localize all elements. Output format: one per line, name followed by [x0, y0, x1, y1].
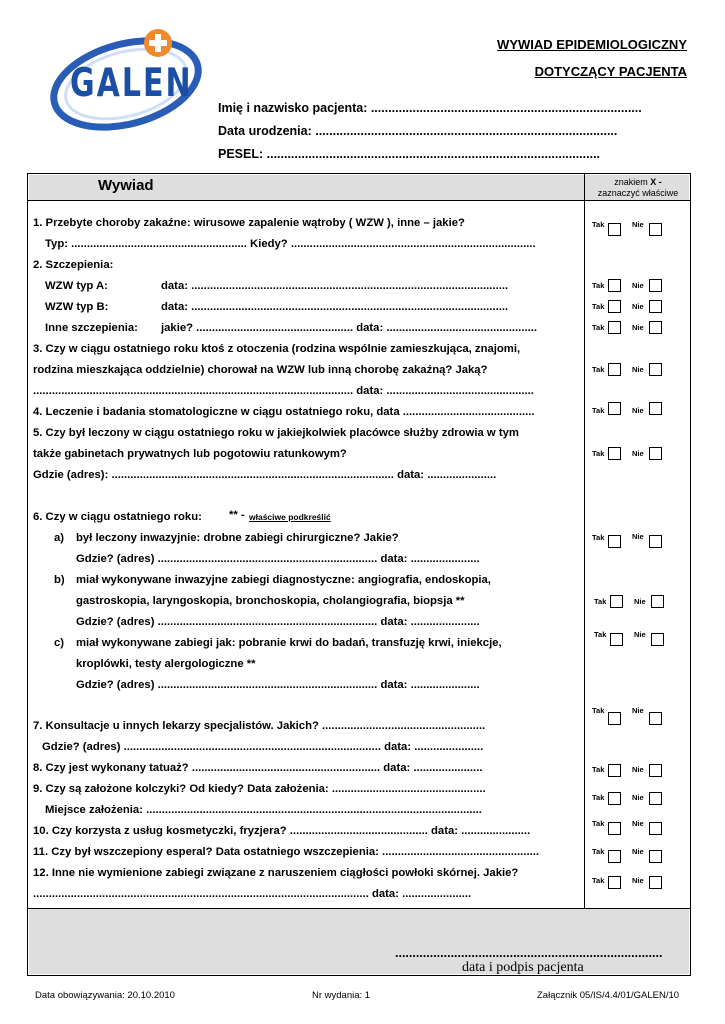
- q6a-address-line[interactable]: Gdzie? (adres) ...................................................................... data: ......................: [76, 553, 480, 565]
- q2-wzw-a-label: WZW typ A:: [45, 280, 108, 292]
- q9-tak-label: Tak: [592, 793, 605, 802]
- q6c-tak-checkbox[interactable]: [610, 633, 623, 646]
- q3-text-1: 3. Czy w ciągu ostatniego roku ktoś z otoczenia (rodzina wspólnie zamieszkująca, znajomi,: [33, 343, 521, 355]
- q5-text-1: 5. Czy był leczony w ciągu ostatniego roku w jakiejkolwiek placówce służby zdrowia w tym: [33, 427, 519, 439]
- q1-answer-pair: [592, 220, 687, 238]
- q12-tak-label: Tak: [592, 876, 605, 885]
- q6a-text: był leczony inwazyjnie: drobne zabiegi chirurgiczne? Jakie?: [76, 532, 399, 544]
- q10-nie-checkbox[interactable]: [649, 822, 662, 835]
- q6a-nie-label: Nie: [632, 532, 644, 541]
- q4-tak-label: Tak: [592, 406, 605, 415]
- q6c-tak-label: Tak: [594, 630, 607, 639]
- table-header-divider: [27, 200, 691, 201]
- q11-answer-pair: [592, 847, 687, 865]
- q4-tak-checkbox[interactable]: [608, 402, 621, 415]
- galen-logo: [36, 26, 216, 136]
- q6b-letter: b): [54, 574, 65, 586]
- q2c-tak-label: Tak: [592, 323, 605, 332]
- q7-address-line[interactable]: Gdzie? (adres) .................................................................................. data: ......................: [42, 741, 484, 753]
- q2a-tak-label: Tak: [592, 281, 605, 290]
- q7-nie-checkbox[interactable]: [649, 712, 662, 725]
- patient-pesel-field[interactable]: PESEL: ................................................................................................: [218, 147, 601, 161]
- q5-address-line[interactable]: Gdzie (adres): .......................................................................................... data: ......................: [33, 469, 497, 481]
- q3-answer-pair: [592, 363, 687, 381]
- header-title-2: DOTYCZĄCY PACJENTA: [534, 64, 687, 79]
- q6b-text-2: gastroskopia, laryngoskopia, bronchoskopia, cholangiografia, biopsja **: [76, 595, 465, 607]
- q2-wzw-b-date[interactable]: data: .....................................................................................................: [161, 301, 509, 313]
- q2a-nie-checkbox[interactable]: [649, 279, 662, 292]
- q7-tak-checkbox[interactable]: [608, 712, 621, 725]
- q2b-answer-pair: [592, 300, 687, 318]
- q6c-text-1: miał wykonywane zabiegi jak: pobranie krwi do badań, transfuzję krwi, iniekcje,: [76, 637, 502, 649]
- signature-label: data i podpis pacjenta: [462, 960, 584, 975]
- q8-tak-checkbox[interactable]: [608, 764, 621, 777]
- q2b-nie-label: Nie: [632, 302, 644, 311]
- q2b-tak-label: Tak: [592, 302, 605, 311]
- table-column-divider: [584, 173, 585, 908]
- q1-nie-checkbox[interactable]: [649, 223, 662, 236]
- q1-type-line[interactable]: Typ: ........................................................ Kiedy? ..............................................................................: [45, 238, 536, 250]
- q2c-tak-checkbox[interactable]: [608, 321, 621, 334]
- q6-note-stars: ** -: [229, 509, 245, 521]
- q12-answer-line[interactable]: ........................................................................................................... data: ......................: [33, 888, 472, 900]
- q7-text[interactable]: 7. Konsultacje u innych lekarzy specjalistów. Jakich? ....................................................: [33, 720, 486, 732]
- q3-tak-label: Tak: [592, 365, 605, 374]
- q6-text: 6. Czy w ciągu ostatniego roku:: [33, 511, 202, 523]
- signature-shade: [29, 909, 689, 974]
- q1-nie-label: Nie: [632, 220, 644, 229]
- q4-nie-label: Nie: [632, 406, 644, 415]
- q6c-nie-checkbox[interactable]: [651, 633, 664, 646]
- q2c-nie-checkbox[interactable]: [649, 321, 662, 334]
- q6c-text-2: kroplówki, testy alergologiczne **: [76, 658, 256, 670]
- q2a-tak-checkbox[interactable]: [608, 279, 621, 292]
- q2-text: 2. Szczepienia:: [33, 259, 114, 271]
- q12-nie-checkbox[interactable]: [649, 876, 662, 889]
- q8-tak-label: Tak: [592, 765, 605, 774]
- q6a-answer-pair: [592, 532, 687, 550]
- q9-text[interactable]: 9. Czy są założone kolczyki? Od kiedy? Data założenia: .................................................: [33, 783, 486, 795]
- q6a-tak-checkbox[interactable]: [608, 535, 621, 548]
- q9-nie-checkbox[interactable]: [649, 792, 662, 805]
- q2-other-details[interactable]: jakie? .................................................. data: ................................................: [161, 322, 538, 334]
- q10-tak-label: Tak: [592, 819, 605, 828]
- q2a-nie-label: Nie: [632, 281, 644, 290]
- q2b-tak-checkbox[interactable]: [608, 300, 621, 313]
- q6b-address-line[interactable]: Gdzie? (adres) ...................................................................... data: ......................: [76, 616, 480, 628]
- q9-tak-checkbox[interactable]: [608, 792, 621, 805]
- q5-answer-pair: [592, 447, 687, 465]
- q8-nie-checkbox[interactable]: [649, 764, 662, 777]
- q7-tak-label: Tak: [592, 706, 605, 715]
- q10-answer-pair: [592, 819, 687, 837]
- q10-nie-label: Nie: [632, 819, 644, 828]
- q6b-nie-label: Nie: [634, 597, 646, 606]
- q2c-answer-pair: [592, 321, 687, 339]
- q1-text: 1. Przebyte choroby zakaźne: wirusowe zapalenie wątroby ( WZW ), inne – jakie?: [33, 217, 465, 229]
- footer-edition: Nr wydania: 1: [312, 990, 371, 1001]
- table-title: Wywiad: [98, 177, 154, 194]
- q3-nie-checkbox[interactable]: [649, 363, 662, 376]
- q1-tak-label: Tak: [592, 220, 605, 229]
- q12-answer-pair: [592, 875, 687, 893]
- column-note-prefix: znakiem: [614, 177, 651, 187]
- q5-nie-checkbox[interactable]: [649, 447, 662, 460]
- footer-validity-date: Data obowiązywania: 20.10.2010: [35, 990, 175, 1001]
- q6a-letter: a): [54, 532, 65, 544]
- q12-text: 12. Inne nie wymienione zabiegi związane z naruszeniem ciągłości powłoki skórnej. Jakie?: [33, 867, 519, 879]
- q11-tak-label: Tak: [592, 847, 605, 856]
- q2-wzw-b-label: WZW typ B:: [45, 301, 109, 313]
- q5-tak-label: Tak: [592, 449, 605, 458]
- q7-answer-pair: [592, 706, 687, 726]
- q6c-letter: c): [54, 637, 65, 649]
- q2-other-label: Inne szczepienia:: [45, 322, 138, 334]
- q8-answer-pair: [592, 763, 687, 781]
- q6c-address-line[interactable]: Gdzie? (adres) ...................................................................... data: ......................: [76, 679, 480, 691]
- signature-line[interactable]: .............................................................................: [395, 946, 663, 960]
- q4-answer-pair: [592, 402, 687, 420]
- q6-note: właściwe podkreślić: [249, 512, 331, 522]
- q5-text-2: także gabinetach prywatnych lub pogotowiu ratunkowym?: [33, 448, 347, 460]
- q6a-nie-checkbox[interactable]: [649, 535, 662, 548]
- q6b-text-1: miał wykonywane inwazyjne zabiegi diagnostyczne: angiografia, endoskopia,: [76, 574, 491, 586]
- q6b-answer-pair: [594, 594, 689, 612]
- patient-name-field[interactable]: Imię i nazwisko pacjenta: ..............................................................................: [218, 101, 642, 115]
- q2c-nie-label: Nie: [632, 323, 644, 332]
- column-note: [586, 177, 690, 199]
- q6c-answer-pair: [594, 630, 689, 648]
- patient-dob-field[interactable]: Data urodzenia: .......................................................................................: [218, 124, 618, 138]
- q3-answer-line[interactable]: ...................................................................................................... data: ...............................................: [33, 385, 534, 397]
- q7-nie-label: Nie: [632, 706, 644, 715]
- column-note-x: X -: [650, 177, 662, 187]
- footer-attachment-id: Załącznik 05/IS/4.4/01/GALEN/10: [537, 990, 680, 1001]
- q11-tak-checkbox[interactable]: [608, 850, 621, 863]
- q1-tak-checkbox[interactable]: [608, 223, 621, 236]
- q4-text[interactable]: 4. Leczenie i badania stomatologiczne w ciągu ostatniego roku, data ..........................................: [33, 406, 535, 418]
- q2a-answer-pair: [592, 279, 687, 297]
- q5-nie-label: Nie: [632, 449, 644, 458]
- q12-nie-label: Nie: [632, 876, 644, 885]
- q6c-nie-label: Nie: [634, 630, 646, 639]
- q9-nie-label: Nie: [632, 793, 644, 802]
- q11-nie-label: Nie: [632, 847, 644, 856]
- q6b-tak-checkbox[interactable]: [610, 595, 623, 608]
- q10-tak-checkbox[interactable]: [608, 822, 621, 835]
- q8-text[interactable]: 8. Czy jest wykonany tatuaż? ............................................................ data: ......................: [33, 762, 483, 774]
- q9-answer-pair: [592, 791, 687, 809]
- q12-tak-checkbox[interactable]: [608, 876, 621, 889]
- q6b-nie-checkbox[interactable]: [651, 595, 664, 608]
- q11-nie-checkbox[interactable]: [649, 850, 662, 863]
- q2-wzw-a-date[interactable]: data: .....................................................................................................: [161, 280, 509, 292]
- q9-place-line[interactable]: Miejsce założenia: ...........................................................................................................: [45, 804, 482, 816]
- q8-nie-label: Nie: [632, 765, 644, 774]
- q3-tak-checkbox[interactable]: [608, 363, 621, 376]
- header-title-1: WYWIAD EPIDEMIOLOGICZNY: [497, 37, 687, 52]
- q5-tak-checkbox[interactable]: [608, 447, 621, 460]
- column-note-line2: zaznaczyć właściwe: [597, 188, 679, 198]
- q2b-nie-checkbox[interactable]: [649, 300, 662, 313]
- q6b-tak-label: Tak: [594, 597, 607, 606]
- signature-divider: [27, 908, 691, 909]
- q6a-tak-label: Tak: [592, 533, 605, 542]
- logo-brand-text: GALEN: [70, 60, 193, 107]
- q11-text[interactable]: 11. Czy był wszczepiony esperal? Data ostatniego wszczepienia: ..................................................: [33, 846, 539, 858]
- q4-nie-checkbox[interactable]: [649, 402, 662, 415]
- q10-text[interactable]: 10. Czy korzysta z usług kosmetyczki, fryzjera? ............................................ data: ......................: [33, 825, 531, 837]
- q3-text-2: rodzina mieszkająca oddzielnie) chorował na WZW lub inną chorobę zakaźną? Jaką?: [33, 364, 488, 376]
- q3-nie-label: Nie: [632, 365, 644, 374]
